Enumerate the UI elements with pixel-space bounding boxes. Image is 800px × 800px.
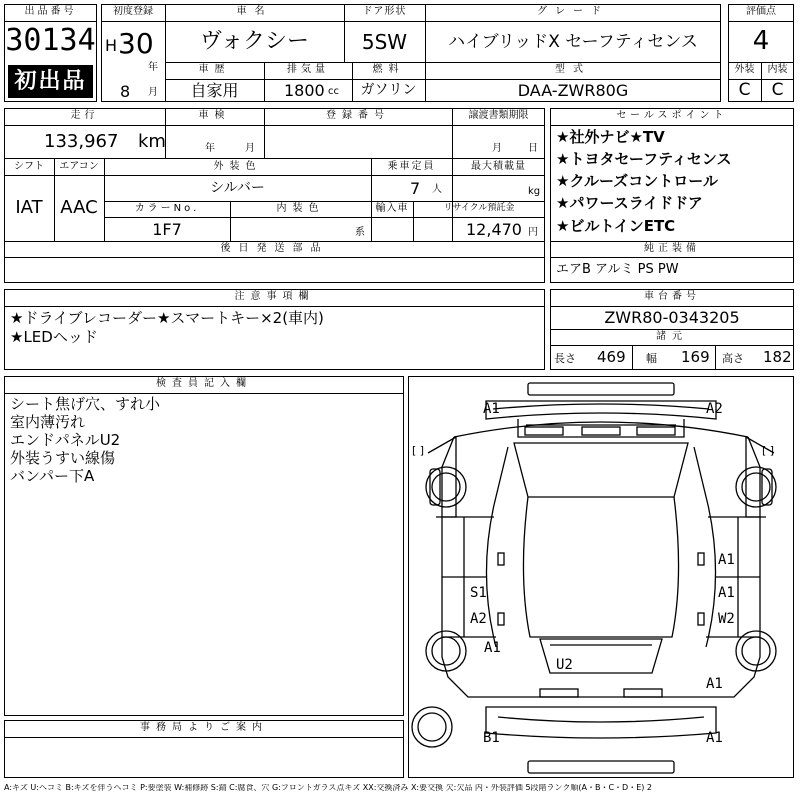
import-label: 輸入車 [375,203,409,214]
score: 4 [752,26,770,56]
inspector-line: シート焦げ穴、すれ小 [10,395,161,413]
score-label: 評価点 [746,6,776,17]
sales-point-item: ★ビルトインETC [556,217,676,235]
height: 182 [763,348,792,366]
model-label: 型式 [555,64,591,75]
first-listing-badge: 初出品 [8,65,93,98]
later-parts-label: 後日発送部品 [220,243,329,254]
exterior-grade: C [738,80,751,100]
history-label: 車歴 [198,64,231,75]
deadline-day-unit: 日 [528,143,538,154]
registration-year: 30 [118,27,154,60]
sales-points-label: セールスポイント [616,110,728,121]
recycle-unit: 円 [528,227,538,238]
lot-number-label: 出品番号 [24,6,77,17]
interior-grade: C [771,80,784,100]
car-name-label: 車名 [236,6,273,17]
damage-mark: A2 [470,611,487,627]
sales-point-item: ★社外ナビ★TV [556,128,665,146]
door-type: 5SW [361,30,408,54]
car-diagram [408,377,794,779]
fuel-label: 燃料 [372,64,405,75]
shift: IAT [15,197,43,218]
mileage-unit: km [138,131,166,152]
inspection-year-unit: 年 [205,143,215,154]
notes-label: 注意事項欄 [234,291,315,302]
damage-mark: A1 [706,676,723,692]
damage-mark: S1 [470,585,487,601]
max-load-label: 最大積載量 [471,161,526,172]
height-label: 高さ [722,352,744,365]
recycle-label: リサイクル預託金 [443,203,515,213]
damage-mark: A1 [718,552,735,568]
color-no: 1F7 [152,220,182,239]
capacity-label: 乗車定員 [387,161,436,172]
chassis-label: 車台番号 [644,291,700,302]
length-label: 長さ [554,352,576,365]
shift-label: シフト [14,161,44,172]
equipment-label: 純正装備 [644,243,700,254]
width: 169 [681,348,710,366]
dims-label: 諸元 [656,331,688,342]
plate-label: 登録番号 [326,110,390,121]
inspector-line: 外装うすい線傷 [10,449,116,467]
damage-mark: A1 [718,585,735,601]
legend: A:キズ U:ヘコミ B:キズを伴うヘコミ P:要塗装 W:補修跡 S:錆 C:腐食、穴 G:フロントガラス点キズ XX:交換済み X:要交換 欠:欠品 内・外装評価 5段階ランク順(A・B・C・D・E) 2 [4,784,653,792]
fuel: ガソリン [360,82,417,98]
damage-mark: B1 [483,730,500,746]
inspector-line: 室内薄汚れ [10,413,86,431]
grade: ハイブリッドX セーフティセンス [448,32,698,52]
displacement: 1800 [284,81,325,100]
damage-mark: W2 [718,611,735,627]
inspection-label: 車検 [198,110,231,121]
note-line: ★ドライブレコーダー★スマートキー×2(車内) [10,309,324,327]
deadline-label: 譲渡書類期限 [468,110,529,121]
recycle-amount: 12,470 [466,220,522,239]
ac: AAC [60,197,98,218]
office-label: 事務局よりご案内 [140,722,268,733]
exterior-color: シルバー [210,180,265,196]
bracket-mark: [ ] [412,444,425,457]
inspector-line: バンパー下A [10,467,95,485]
damage-mark: A2 [706,401,723,417]
door-label: ドア形状 [362,6,407,17]
lot-number: 30134 [5,23,96,58]
sales-point-item: ★パワースライドドア [556,194,703,212]
exterior-color-label: 外装色 [213,161,262,172]
exterior-grade-label: 外装 [734,64,755,75]
grade-label: グレード [537,6,609,17]
bracket-mark: [ ] [762,444,775,457]
era: H [105,36,118,55]
inspector-line: エンドパネルU2 [10,431,121,449]
equipment: エアB アルミ PS PW [556,262,679,277]
deadline-month-unit: 月 [492,143,502,154]
damage-mark: U2 [556,657,573,673]
color-no-label: カラーNo. [134,203,200,214]
car-name: ヴォクシー [199,29,310,54]
history: 自家用 [190,81,239,100]
mileage: 133,967 [44,131,119,152]
inspector-label: 検査員記入欄 [156,378,252,389]
interior-grade-label: 内装 [767,64,788,75]
damage-mark: A1 [484,640,501,656]
width-label: 幅 [646,352,657,365]
interior-color-suffix: 系 [355,227,365,238]
interior-color-label: 内装色 [276,203,325,214]
model-code: DAA-ZWR80G [517,81,629,100]
registration-label: 初度登録 [113,6,153,17]
capacity-unit: 人 [432,184,442,195]
length: 469 [597,348,626,366]
ac-label: エアコン [59,161,99,172]
damage-mark: A1 [706,730,723,746]
registration-month: 8 [120,82,131,101]
displacement-label: 排気量 [287,64,329,75]
sales-point-item: ★トヨタセーフティセンス [556,150,732,168]
capacity: 7 [410,179,421,198]
max-load-unit: kg [528,186,541,197]
month-unit: 月 [148,87,158,98]
note-line: ★LEDヘッド [10,328,98,346]
sales-point-item: ★クルーズコントロール [556,172,718,190]
year-unit: 年 [148,62,158,73]
damage-mark: A1 [483,401,500,417]
chassis-number: ZWR80-0343205 [604,308,740,327]
inspection-month-unit: 月 [245,143,255,154]
displacement-unit: cc [328,86,339,97]
mileage-label: 走行 [70,110,99,121]
